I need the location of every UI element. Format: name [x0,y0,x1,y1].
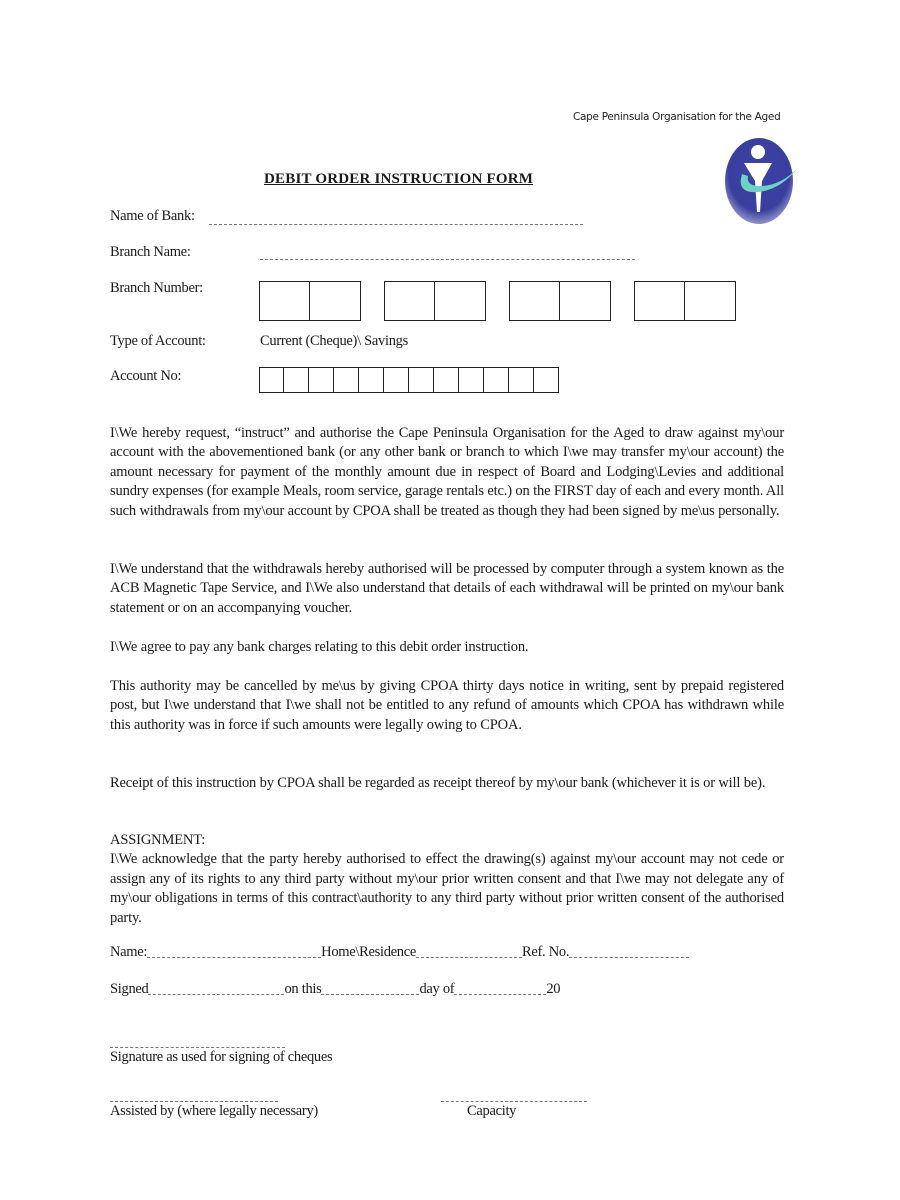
account-no-box[interactable] [384,367,409,393]
branch-number-box[interactable] [685,281,736,321]
signature-field[interactable] [110,1047,285,1048]
authorisation-paragraph [110,424,784,521]
branch-name-label: Branch Name: [110,244,191,260]
name-row [110,944,689,961]
branch-number-group-3 [509,281,611,321]
cpoa-logo-icon [722,136,800,226]
paragraph-text: I\We understand that the withdrawals hereby authorised will be processed by computer through a system known as the ACB Magnetic Tape Service, and I\We also understand that details of each withdrawal will be printed on my\our bank statement or on an accompanying voucher. [110,561,784,616]
account-no-label: Account No: [110,368,182,384]
assisted-by-caption: Assisted by (where legally necessary) [110,1103,318,1119]
branch-number-group-4 [634,281,736,321]
capacity-field[interactable] [441,1101,587,1102]
branch-name-field[interactable] [260,259,635,260]
branch-number-label: Branch Number: [110,280,203,296]
assisted-by-field[interactable] [110,1101,278,1102]
day-field[interactable] [321,982,419,995]
account-no-box[interactable] [284,367,309,393]
branch-number-box[interactable] [384,281,435,321]
paragraph-text: This authority may be cancelled by me\us by giving CPOA thirty days notice in writing, sent by prepaid registered post, but I\we understand that I\we shall not be entitled to any refund of amounts which CPOA has withdrawn while this authority was in force if such amounts were legally owing to CPOA. [110,678,784,733]
account-no-box[interactable] [534,367,559,393]
account-no-box[interactable] [509,367,534,393]
cancellation-paragraph [110,677,784,735]
signed-row [110,981,560,998]
name-field[interactable] [147,945,321,958]
bank-charges-paragraph [110,638,784,657]
day-of-label: day of [419,981,455,997]
processing-paragraph [110,560,784,618]
paragraph-text: I\We agree to pay any bank charges relating to this debit order instruction. [110,639,529,655]
assignment-section [110,831,784,928]
account-type-label: Type of Account: [110,333,206,349]
home-residence-field[interactable] [416,945,522,958]
bank-name-label: Name of Bank: [110,208,195,224]
signed-field[interactable] [148,982,284,995]
branch-number-group-1 [259,281,361,321]
account-no-box[interactable] [259,367,284,393]
account-no-boxes [259,367,559,393]
branch-number-box[interactable] [560,281,611,321]
branch-number-box[interactable] [634,281,685,321]
account-no-box[interactable] [459,367,484,393]
account-no-box[interactable] [309,367,334,393]
branch-number-box[interactable] [435,281,486,321]
account-no-box[interactable] [484,367,509,393]
account-no-box[interactable] [434,367,459,393]
branch-number-box[interactable] [310,281,361,321]
account-type-options[interactable]: Current (Cheque)\ Savings [260,333,408,349]
on-this-label: on this [284,981,322,997]
ref-no-field[interactable] [569,945,689,958]
signature-caption: Signature as used for signing of cheques [110,1049,333,1065]
account-no-box[interactable] [334,367,359,393]
paragraph-text: Receipt of this instruction by CPOA shall be regarded as receipt thereof by my\our bank (whichever it is or will be). [110,775,766,791]
name-label: Name: [110,944,148,960]
assignment-heading: ASSIGNMENT: [110,832,206,848]
bank-name-field[interactable] [209,224,583,225]
account-no-box[interactable] [409,367,434,393]
branch-number-group-2 [384,281,486,321]
assignment-text: I\We acknowledge that the party hereby authorised to effect the drawing(s) against my\our account may not cede or assign any of its rights to any third party without my\our prior written consent and that I\we may not delegate any of my\our obligations in terms of this contract\authority to any third party without prior written consent of the authorised party. [110,851,784,926]
organisation-name: Cape Peninsula Organisation for the Aged [573,111,781,123]
account-no-box[interactable] [359,367,384,393]
ref-no-label: Ref. No. [522,944,570,960]
receipt-paragraph [110,774,784,793]
signed-label: Signed [110,981,149,997]
month-field[interactable] [454,982,546,995]
year-prefix: 20 [546,981,561,997]
paragraph-text: I\We hereby request, “instruct” and authorise the Cape Peninsula Organisation for the Aged to draw against my\our account with the abovementioned bank (or any other bank or branch to which I\we may transfer my\our account) the amount necessary for payment of the monthly amount due in respect of Board and Lodging\Levies and additional sundry expenses (for example Meals, room service, garage rentals etc.) on the FIRST day of each and every month. All such withdrawals from my\our account by CPOA shall be treated as though they had been signed by me\us personally. [110,425,784,519]
branch-number-box[interactable] [509,281,560,321]
branch-number-box[interactable] [259,281,310,321]
form-title: DEBIT ORDER INSTRUCTION FORM [264,171,534,187]
capacity-caption: Capacity [467,1103,517,1119]
home-residence-label: Home\Residence [321,944,417,960]
